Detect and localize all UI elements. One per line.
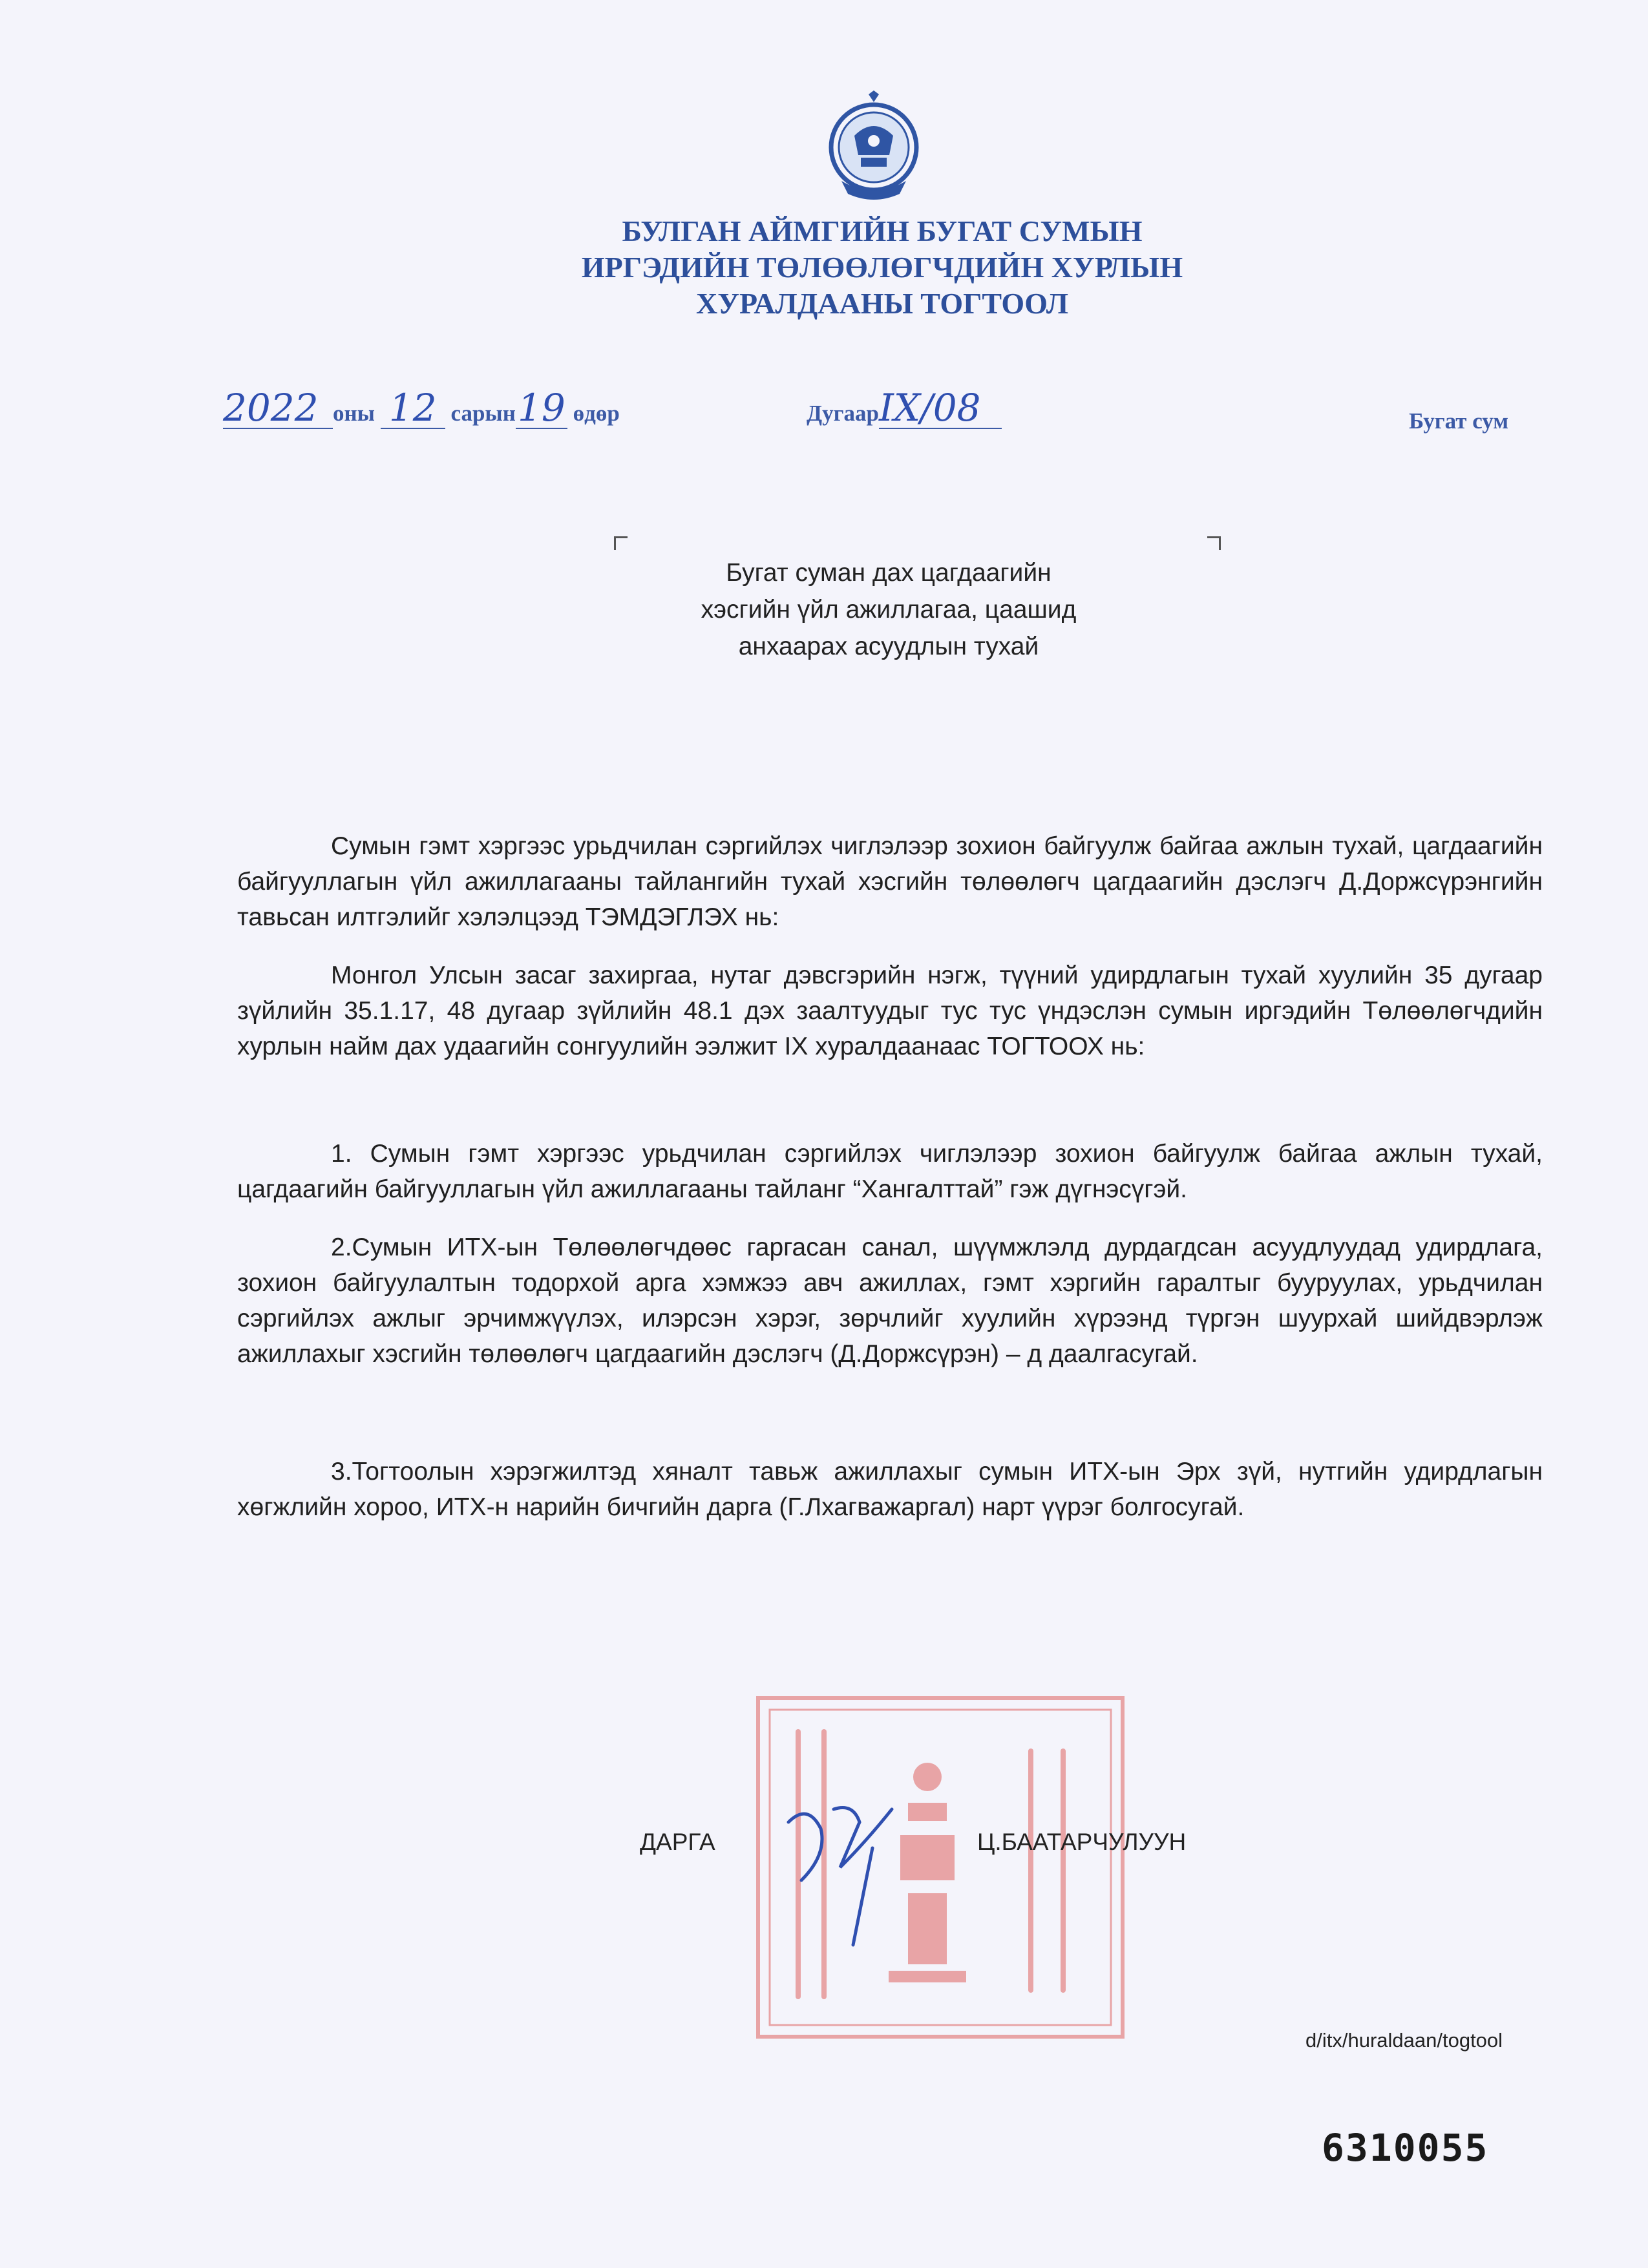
header-line-3: ХУРАЛДААНЫ ТОГТООЛ <box>696 287 1068 320</box>
number-field <box>807 388 1002 429</box>
subject-bracket-left <box>614 536 628 550</box>
date-year: 2022 <box>223 388 333 429</box>
resolution-number: IX/08 <box>879 388 1002 429</box>
paragraph-item-3: 3.Тогтоолын хэрэгжилтэд хяналт тавьж ажиллахыг сумын ИТХ-ын Эрх зүй, нутгийн удирдлагын хөгжлийн хороо, ИТХ-н нарийн бичгийн дарга (Г.Лхагважаргал) нарт үүрэг болгосугай. <box>237 1458 1543 1521</box>
subject-line-2: хэсгийн үйл ажиллагаа, цаашид <box>701 596 1077 624</box>
document-header <box>452 213 1312 322</box>
handwritten-signature-icon <box>763 1783 918 1951</box>
date-day-label: өдөр <box>573 401 620 426</box>
header-line-2: ИРГЭДИЙН ТӨЛӨӨЛӨГЧДИЙН ХУРЛЫН <box>581 251 1183 284</box>
date-day: 19 <box>516 388 567 429</box>
paragraph-item-1: 1. Сумын гэмт хэргээс урьдчилан сэргийлэх чиглэлээр зохион байгуулж байгаа ажлын тухай, цагдаагийн байгууллагын үйл ажиллагааны тайланг “Хангалттай” гэж дүгнэсүгэй. <box>237 1140 1543 1203</box>
paragraph-considering: Сумын гэмт хэргээс урьдчилан сэргийлэх чиглэлээр зохион байгуулж байгаа ажлын тухай, цагдаагийн байгууллагын үйл ажиллагааны тайлангийн тухай хэсгийн төлөөлөгч цагдаагийн дэслэгч Д.Доржсүрэнгийн тавьсан илтгэлийг хэлэлцээд ТЭМДЭГЛЭХ нь: <box>237 832 1543 931</box>
number-label: Дугаар <box>807 401 879 426</box>
subject-line-1: Бугат суман дах цагдаагийн <box>726 559 1051 587</box>
paragraph-legal-basis: Монгол Улсын засаг захиргаа, нутаг дэвсгэрийн нэгж, түүний удирдлагын тухай хуулийн 35 дугаар зүйлийн 35.1.17, 48 дугаар зүйлийн 48.1 дэх заалтуудыг тус тус үндэслэн сумын иргэдийн Төлөөлөгчдийн хурлын найм дах удаагийн сонгуулийн ээлжит IX хуралдаанаас ТОГТООХ нь: <box>237 961 1543 1060</box>
subject-bracket-right <box>1207 536 1221 550</box>
serial-number: 6310055 <box>1322 2126 1489 2170</box>
paragraph-item-2: 2.Сумын ИТХ-ын Төлөөлөгчдөөс гаргасан санал, шүүмжлэлд дурдагдсан асуудлуудад удирдлага, зохион байгуулалтын тодорхой арга хэмжээ авч ажиллах, гэмт хэргийн гаралтыг бууруулах, урьдчилан сэргийлэх ажлыг эрчимжүүлэх, илэрсэн хэрэг, зөрчлийг хуулийн хүрээнд түргэн шуурхай шийдвэрлэж ажиллахыг хэсгийн төлөөлөгч цагдаагийн дэслэгч (Д.Доржсүрэн) – д даалгасугай. <box>237 1234 1543 1368</box>
mongolia-state-emblem-icon <box>822 90 925 207</box>
subject-line-3: анхаарах асуудлын тухай <box>738 633 1039 660</box>
signatory-title: ДАРГА <box>640 1829 715 1855</box>
header-line-1: БУЛГАН АЙМГИЙН БУГАТ СУМЫН <box>622 215 1143 247</box>
subject-title <box>582 554 1196 665</box>
date-month-label: сарын <box>450 401 516 426</box>
place-label: Бугат сум <box>1409 408 1509 434</box>
signatory-name: Ц.БААТАРЧУЛУУН <box>977 1829 1187 1855</box>
date-year-label: оны <box>333 401 375 426</box>
document-reference: d/itx/huraldaan/togtool <box>1305 2029 1503 2052</box>
date-field <box>223 388 620 429</box>
date-month: 12 <box>381 388 445 429</box>
